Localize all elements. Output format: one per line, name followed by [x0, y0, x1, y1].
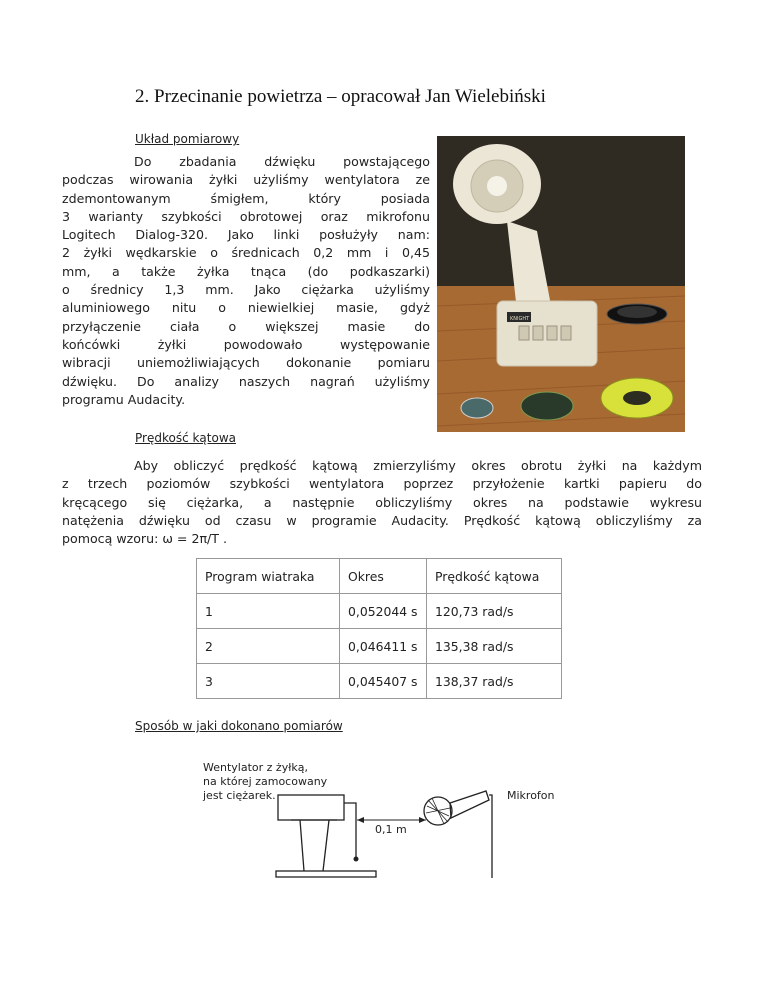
fan-leg-left: [300, 820, 304, 871]
text-line: natężenia dźwięku od czasu w programie Audacity. Prędkość kątową obliczyliśmy za: [62, 512, 702, 528]
text-line: zdemontowanym śmigłem, który posiada: [62, 190, 430, 206]
weight: [354, 857, 359, 862]
page-title: 2. Przecinanie powietrza – opracował Jan Wielebiński: [135, 86, 546, 107]
fishing-line: [344, 803, 356, 858]
fan-label-line: na której zamocowany: [203, 775, 328, 788]
table-cell: Program wiatraka: [197, 559, 340, 594]
text-line: aluminiowego nitu o niewielkiej masie, gdyż: [62, 300, 430, 316]
microphone-stand: [489, 795, 492, 878]
table-cell: Okres: [340, 559, 427, 594]
table-cell: Prędkość kątowa: [427, 559, 562, 594]
text-line: pomocą wzoru: ω = 2π/T .: [62, 531, 227, 547]
microphone-handle: [450, 791, 489, 818]
text-line: Do zbadania dźwięku powstającego: [134, 154, 430, 169]
table-cell: 2: [197, 629, 340, 664]
text-line: o średnicy 1,3 mm. Jako ciężarka użyliśmy: [62, 282, 430, 298]
text-line: dźwięku. Do analizy naszych nagrań użyliśmy: [62, 373, 430, 389]
table-cell: 1: [197, 594, 340, 629]
text-line: końcówki żyłki powodowało występowanie: [62, 336, 430, 352]
table-cell: 135,38 rad/s: [427, 629, 562, 664]
distance-label: 0,1 m: [375, 823, 407, 836]
text-line: programu Audacity.: [62, 391, 186, 407]
fan-label-line: jest ciężarek.: [203, 789, 276, 802]
fan-label: [203, 761, 327, 803]
text-line: przyłączenie ciała o większej masie do: [62, 318, 430, 334]
table-cell: 3: [197, 664, 340, 699]
angular-heading: Prędkość kątowa: [135, 431, 237, 445]
text-line: Logitech Dialog-320. Jako linki posłużyły nam:: [62, 227, 430, 243]
table-cell: 0,045407 s: [340, 664, 427, 699]
text-line: Aby obliczyć prędkość kątową zmierzyliśmy okres obrotu żyłki na każdym: [134, 458, 702, 473]
text-line: 3 warianty szybkości obrotowej oraz mikrofonu: [62, 208, 430, 224]
text-line: kręcącego się ciężarka, a następnie obliczyliśmy okres na podstawie wykresu: [62, 494, 702, 510]
text-line: wibracji uniemożliwiających dokonanie pomiaru: [62, 355, 430, 371]
fan-label-line: Wentylator z żyłką,: [203, 761, 308, 774]
table-cell: 120,73 rad/s: [427, 594, 562, 629]
text-line: 2 żyłki wędkarskie o średnicach 0,2 mm i 0,45: [62, 245, 430, 261]
text-line: z trzech poziomów szybkości wentylatora poprzez przyłożenie kartki papieru do: [62, 476, 702, 492]
fan-base: [276, 871, 376, 877]
setup-heading: Układ pomiarowy: [135, 132, 240, 146]
text-line: podczas wirowania żyłki użyliśmy wentylatora ze: [62, 172, 430, 188]
table-cell: 0,052044 s: [340, 594, 427, 629]
microphone-label: Mikrofon: [507, 789, 555, 802]
table-cell: 138,37 rad/s: [427, 664, 562, 699]
table-cell: 0,046411 s: [340, 629, 427, 664]
fan-brand-label: KNIGHT: [510, 316, 530, 322]
text-line: mm, a także żyłka tnąca (do podkaszarki): [62, 263, 430, 279]
method-heading: Sposób w jaki dokonano pomiarów: [135, 719, 343, 733]
fan-leg-right: [323, 820, 329, 871]
